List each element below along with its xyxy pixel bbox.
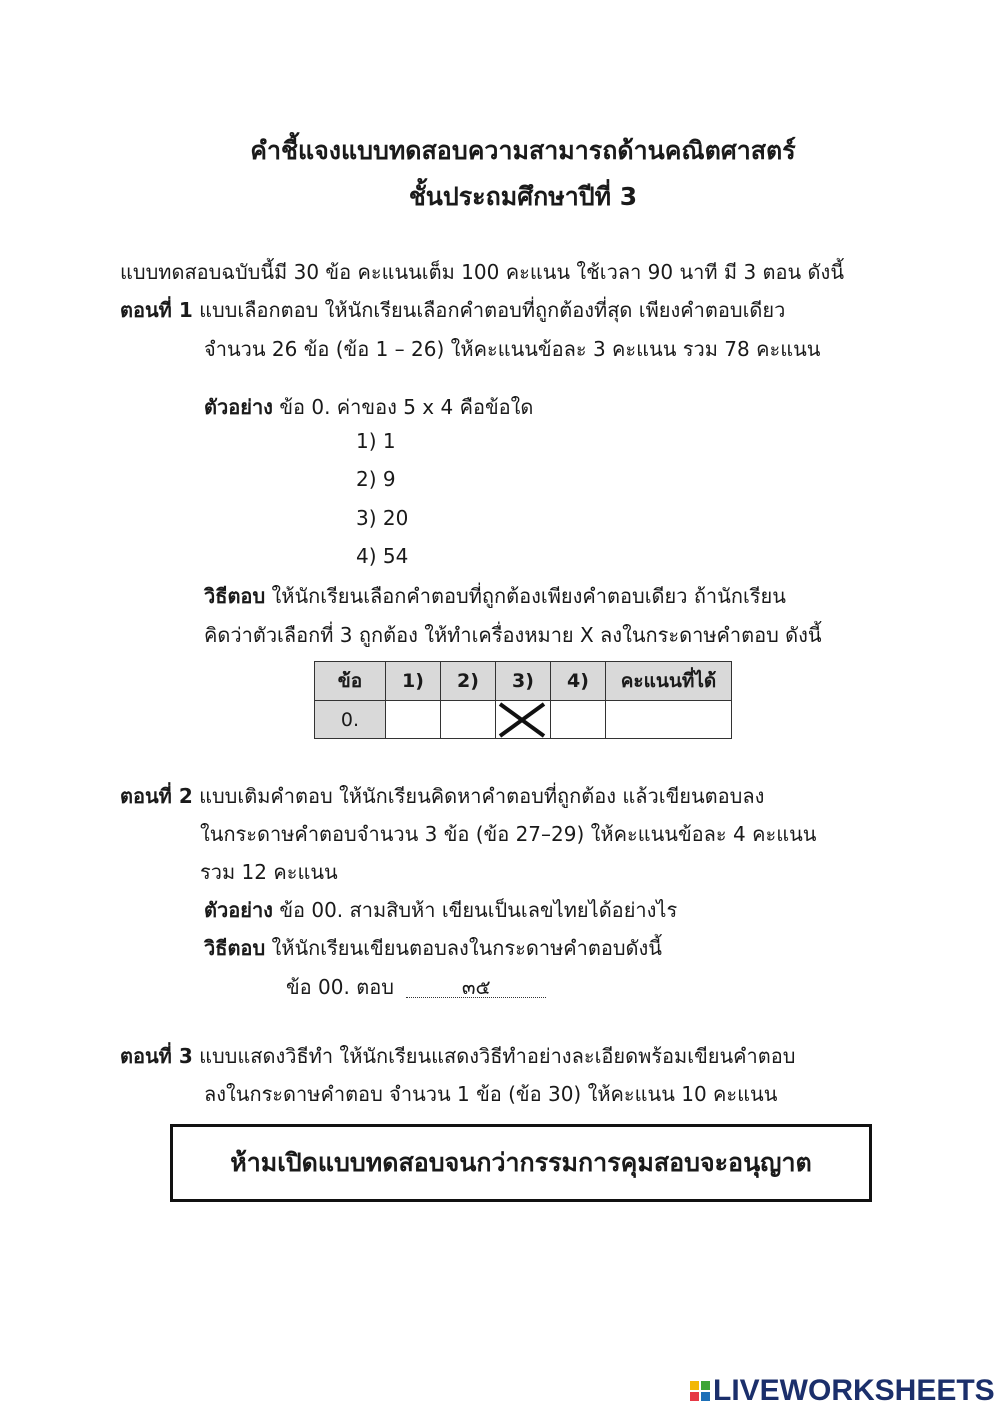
warning-box [170, 1124, 872, 1202]
part2-method [204, 932, 662, 964]
warning-text: ห้ามเปิดแบบทดสอบจนกว่ากรรมการคุมสอบจะอนุญาต [230, 1148, 812, 1177]
part2-desc: แบบเติมคำตอบ ให้นักเรียนคิดหาคำตอบที่ถูกต้อง แล้วเขียนตอบลง [199, 784, 765, 808]
part2-example-label: ตัวอย่าง [204, 898, 273, 922]
part2-label: ตอนที่ 2 [120, 784, 193, 808]
part3-line1 [120, 1040, 795, 1072]
logo-icon [690, 1381, 710, 1401]
part1-method [204, 580, 786, 612]
part2-answer-example [286, 971, 546, 1003]
part1-example-label: ตัวอย่าง [204, 395, 273, 419]
logo-square-icon [701, 1381, 710, 1390]
part1-label: ตอนที่ 1 [120, 298, 193, 322]
part1-method-line2: คิดว่าตัวเลือกที่ 3 ถูกต้อง ให้ทำเครื่องหมาย X ลงในกระดาษคำตอบ ดังนี้ [204, 623, 822, 647]
answer-prefix: ข้อ 00. ตอบ [286, 975, 394, 999]
choice-3: 3) 20 [356, 506, 409, 530]
score-cell [606, 701, 732, 739]
page-title: คำชี้แจงแบบทดสอบความสามารถด้านคณิตศาสตร์ [250, 136, 796, 165]
x-mark-icon [496, 702, 548, 738]
part2-line1 [120, 780, 764, 812]
row-item-number: 0. [315, 701, 386, 739]
page-subtitle: ชั้นประถมศึกษาปีที่ 3 [408, 182, 638, 211]
logo-square-icon [690, 1392, 699, 1401]
part1-method-label: วิธีตอบ [204, 584, 266, 608]
logo-square-icon [690, 1381, 699, 1390]
part2-example [204, 894, 677, 926]
answer-cell-2[interactable] [441, 701, 496, 739]
header-choice-3: 3) [496, 662, 551, 701]
choice-1: 1) 1 [356, 429, 396, 453]
part2-line3: รวม 12 คะแนน [200, 860, 338, 884]
intro-text: แบบทดสอบฉบับนี้มี 30 ข้อ คะแนนเต็ม 100 คะแนน ใช้เวลา 90 นาที มี 3 ตอน ดังนี้ [120, 260, 844, 284]
answer-cell-4[interactable] [551, 701, 606, 739]
header-item: ข้อ [315, 662, 386, 701]
answer-cell-3[interactable] [496, 701, 551, 739]
liveworksheets-logo [690, 1374, 995, 1408]
part3-label: ตอนที่ 3 [120, 1044, 193, 1068]
answer-blank: ๓๕ [406, 977, 546, 998]
part2-method-label: วิธีตอบ [204, 936, 266, 960]
logo-square-icon [701, 1392, 710, 1401]
part1-line1 [120, 294, 785, 326]
part1-desc: แบบเลือกตอบ ให้นักเรียนเลือกคำตอบที่ถูกต้องที่สุด เพียงคำตอบเดียว [199, 298, 786, 322]
header-choice-4: 4) [551, 662, 606, 701]
part2-method-text: ให้นักเรียนเขียนตอบลงในกระดาษคำตอบดังนี้ [271, 936, 662, 960]
part3-desc: แบบแสดงวิธีทำ ให้นักเรียนแสดงวิธีทำอย่างละเอียดพร้อมเขียนคำตอบ [199, 1044, 796, 1068]
header-choice-2: 2) [441, 662, 496, 701]
part1-line2: จำนวน 26 ข้อ (ข้อ 1 – 26) ให้คะแนนข้อละ 3 คะแนน รวม 78 คะแนน [204, 337, 821, 361]
part1-example-question: ข้อ 0. ค่าของ 5 x 4 คือข้อใด [279, 395, 534, 419]
choice-4: 4) 54 [356, 544, 409, 568]
part1-method-line1: ให้นักเรียนเลือกคำตอบที่ถูกต้องเพียงคำตอบเดียว ถ้านักเรียน [271, 584, 786, 608]
answer-cell-1[interactable] [386, 701, 441, 739]
header-choice-1: 1) [386, 662, 441, 701]
header-score: คะแนนที่ได้ [606, 662, 732, 701]
logo-text: LIVEWORKSHEETS [713, 1374, 995, 1407]
table-header-row [315, 662, 732, 701]
part2-example-question: ข้อ 00. สามสิบห้า เขียนเป็นเลขไทยได้อย่างไร [279, 898, 678, 922]
choice-2: 2) 9 [356, 467, 396, 491]
part2-line2: ในกระดาษคำตอบจำนวน 3 ข้อ (ข้อ 27–29) ให้คะแนนข้อละ 4 คะแนน [200, 822, 817, 846]
part3-line2: ลงในกระดาษคำตอบ จำนวน 1 ข้อ (ข้อ 30) ให้คะแนน 10 คะแนน [204, 1082, 778, 1106]
part1-example [204, 391, 533, 423]
answer-sheet-table [314, 661, 732, 739]
table-row [315, 701, 732, 739]
